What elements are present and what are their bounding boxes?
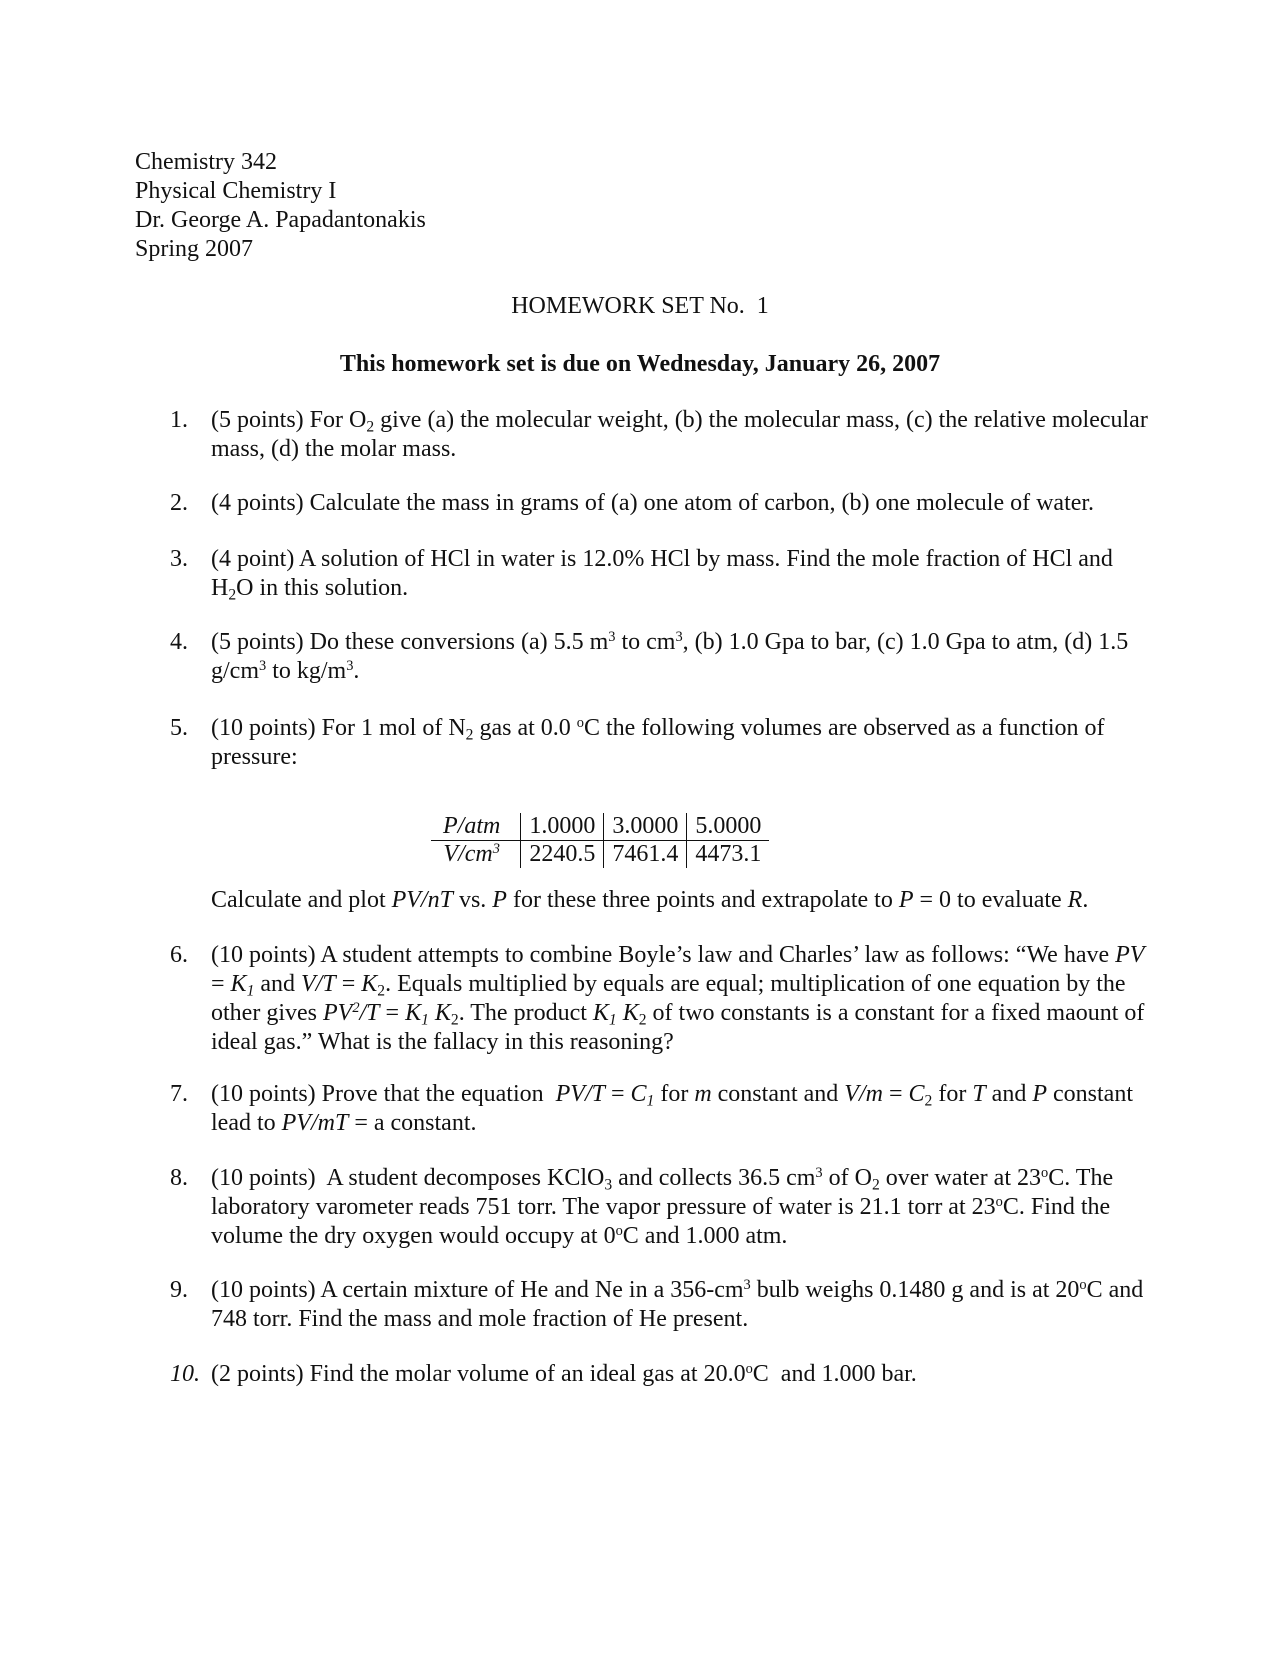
problem-number: 5. xyxy=(170,715,188,741)
pressure-row xyxy=(431,813,769,841)
problem-number: 8. xyxy=(170,1165,188,1191)
problem-number: 1. xyxy=(170,407,188,433)
problem-text: (10 points) A certain mixture of He and Ne in a $356-cm^3$ bulb weighs 0.1480 g and is at 20$^o$C and 748 torr. Find the mass and mole fraction of He present. xyxy=(211,1277,1144,1332)
problem-text: (10 points) For 1 mol of $N_2$ gas at 0.0 $^o$C the following volumes are observed as a function of pressure: xyxy=(211,715,1105,770)
course-header xyxy=(135,148,426,264)
problem-text: (2 points) Find the molar volume of an ideal gas at 20.0$^o$C and 1.000 bar. xyxy=(211,1361,917,1387)
problem-text: (4 points) Calculate the mass in grams of (a) one atom of carbon, (b) one molecule of water. xyxy=(211,490,1095,516)
pressure-label: P/atm xyxy=(431,813,521,841)
problem-points: (10 points) xyxy=(211,715,316,741)
problem-text: (4 point) A solution of HCl in water is 12.0% HCl by mass. Find the mole fraction of HCl and $H_2O$ in this solution. xyxy=(211,546,1113,604)
pressure-value: 1.0000 xyxy=(521,813,604,841)
volume-value: 4473.1 xyxy=(687,841,770,869)
pressure-value: 5.0000 xyxy=(687,813,770,841)
problem-4 xyxy=(170,628,1150,686)
problem-text: (10 points) A student attempts to combine Boyle’s law and Charles’ law as follows: “We have PV = $K_1$ and $V/T = K_2$. Equals multiplied by equals are equal; multiplication of one equation by the other gives $PV^2/T = K_1$ $K_2$. The product $K_1$ $K_2$ of two constants is a constant for a fixed maount of ideal gas.” What is the fallacy in this reasoning? xyxy=(211,942,1145,1055)
page-title: HOMEWORK SET No. 1 xyxy=(511,293,769,319)
term: Spring 2007 xyxy=(135,236,254,262)
problem-text: (10 points) Prove that the equation $PV/T = C_1$ for m constant and $V/m = C_2$ for T and P constant lead to PV/mT = a constant. xyxy=(211,1081,1133,1136)
problem-number: 4. xyxy=(170,629,188,655)
problem-points: (2 points) xyxy=(211,1361,304,1387)
volume-row xyxy=(431,841,769,869)
pressure-volume-table xyxy=(431,813,769,868)
problem-text: (5 points) Do these conversions (a) 5.5 $m^3$ to $cm^3$, (b) 1.0 Gpa to bar, (c) 1.0 Gpa to atm, (d) 1.5 $g/cm^3$ to $kg/m^3$. xyxy=(211,629,1129,684)
problem-1 xyxy=(170,406,1150,464)
problem-points: (5 points) xyxy=(211,407,304,433)
problem-number: 2. xyxy=(170,490,188,516)
problem-7 xyxy=(170,1080,1150,1138)
volume-label: $V/cm^3$ xyxy=(443,841,500,867)
problem-text: Calculate and plot PV/nT vs. P for these three points and extrapolate to P = 0 to evaluate R. xyxy=(211,887,1089,913)
problem-text: (5 points) For $O_2$ give (a) the molecular weight, (b) the molecular mass, (c) the relative molecular mass, (d) the molar mass. xyxy=(211,407,1148,462)
problem-number: 3. xyxy=(170,546,188,572)
pressure-value: 3.0000 xyxy=(604,813,687,841)
course-subject: Physical Chemistry I xyxy=(135,178,337,204)
problem-2 xyxy=(170,489,1150,518)
problem-points: (10 points) xyxy=(211,942,316,968)
problem-points: (10 points) xyxy=(211,1081,316,1107)
problem-points: (10 points) xyxy=(211,1277,316,1303)
instructor-name: Dr. George A. Papadantonakis xyxy=(135,207,426,233)
problem-number: 9. xyxy=(170,1277,188,1303)
course-name: Chemistry 342 xyxy=(135,149,277,175)
problem-3 xyxy=(170,545,1150,603)
problem-points: (5 points) xyxy=(211,629,304,655)
problem-number: 7. xyxy=(170,1081,188,1107)
problem-points: (10 points) xyxy=(211,1165,316,1191)
problem-points: (4 point) xyxy=(211,546,295,572)
problem-number: 10. xyxy=(170,1361,200,1387)
problem-9 xyxy=(170,1276,1150,1334)
problem-6 xyxy=(170,941,1150,1057)
problem-5 xyxy=(170,714,1150,772)
problem-10 xyxy=(170,1360,1150,1389)
problem-8 xyxy=(170,1164,1150,1251)
problem-points: (4 points) xyxy=(211,490,304,516)
problem-text: (10 points) A student decomposes KClO$_3$ and collects 36.5 $cm^3$ of $O_2$ over water at 23$^o$C. The laboratory varometer reads 751 torr. The vapor pressure of water is 21.1 torr at 23$^o$C. Find the volume the dry oxygen would occupy at 0$^o$C and 1.000 atm. xyxy=(211,1165,1114,1249)
volume-value: 2240.5 xyxy=(521,841,604,869)
volume-value: 7461.4 xyxy=(604,841,687,869)
problem-5-instruction xyxy=(170,886,1150,915)
due-date-line: This homework set is due on Wednesday, January 26, 2007 xyxy=(339,351,941,377)
problem-number: 6. xyxy=(170,942,188,968)
